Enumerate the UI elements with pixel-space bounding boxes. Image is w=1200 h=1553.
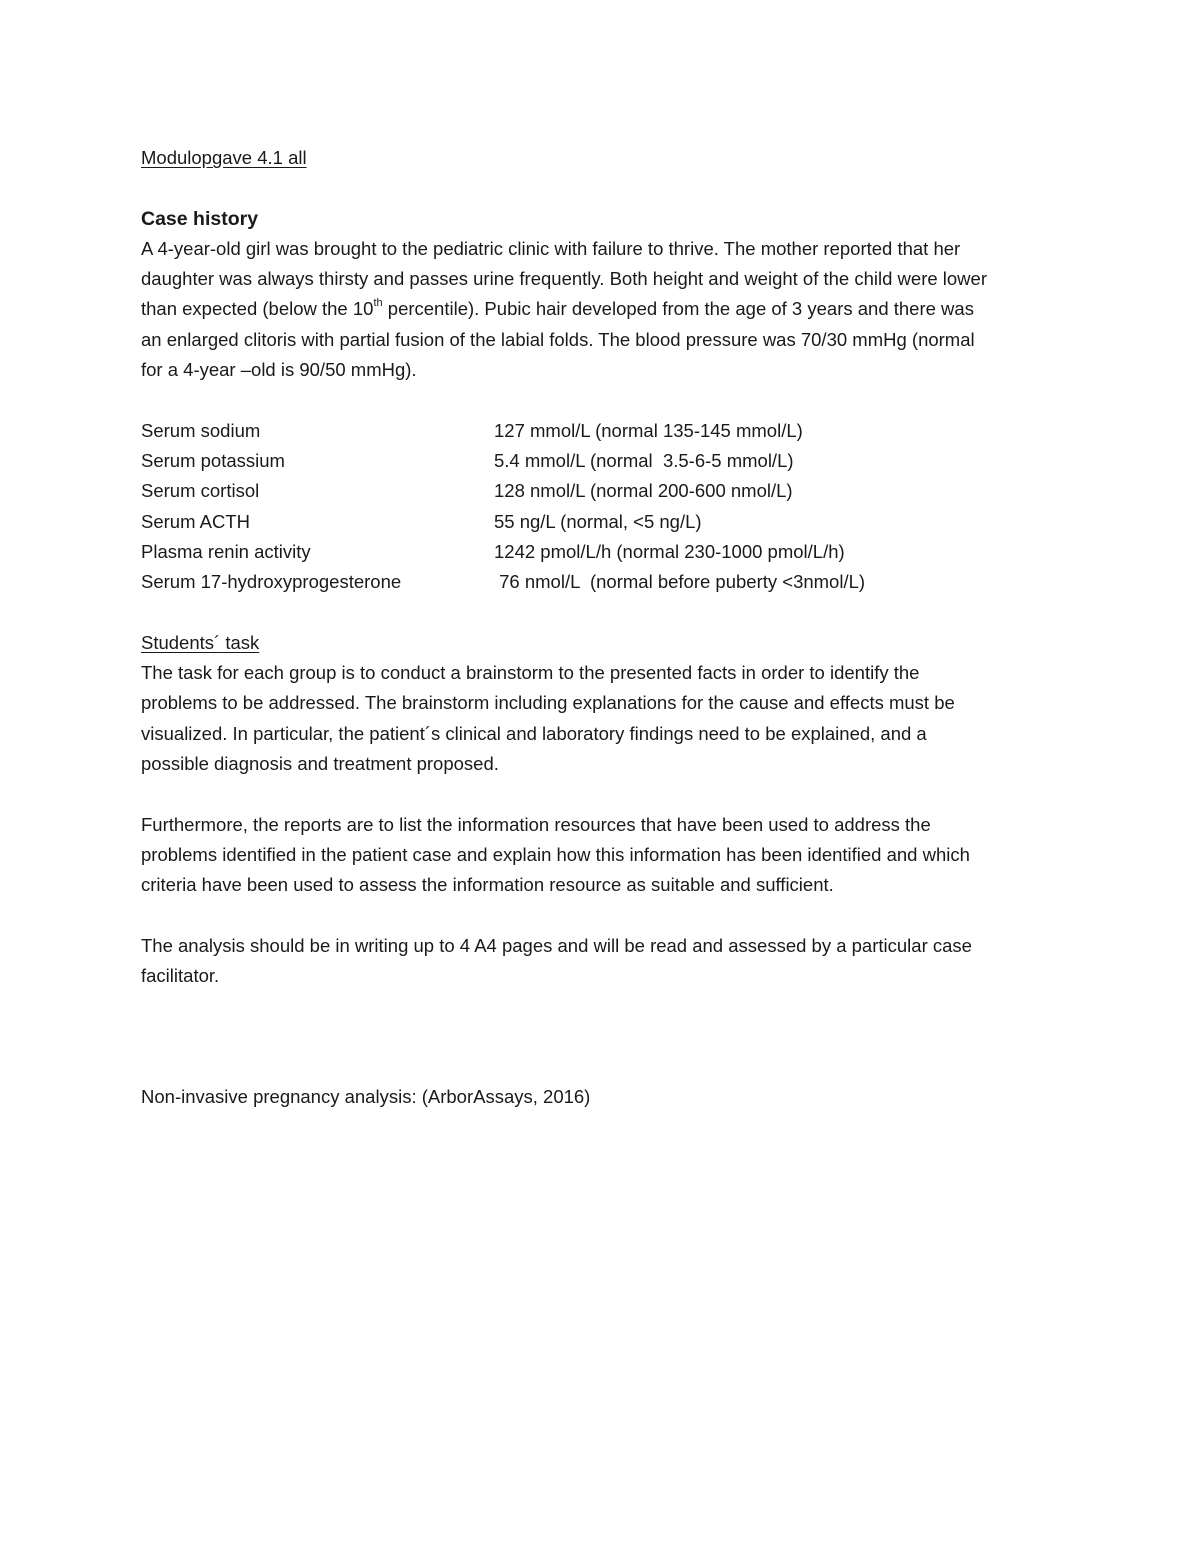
paragraph-line: The analysis should be in writing up to 4 A4 pages and will be read and assessed by a particular case	[141, 934, 972, 956]
lab-value: 55 ng/L (normal, <5 ng/L)	[494, 510, 702, 532]
case-history-line: A 4-year-old girl was brought to the pediatric clinic with failure to thrive. The mother reported that her	[141, 237, 961, 259]
spacer	[141, 597, 1066, 627]
paragraph-line: visualized. In particular, the patient´s clinical and laboratory findings need to be explained, and a	[141, 722, 927, 744]
ordinal-superscript: th	[373, 297, 383, 310]
case-history-line-part: percentile). Pubic hair developed from the age of 3 years and there was	[382, 298, 974, 320]
lab-value: 76 nmol/L (normal before puberty <3nmol/L)	[494, 571, 866, 593]
lab-results-table	[141, 416, 865, 598]
lab-value: 5.4 mmol/L (normal 3.5-6-5 mmol/L)	[494, 449, 794, 471]
lab-row	[141, 537, 865, 567]
case-history-line: daughter was always thirsty and passes urine frequently. Both height and weight of the child were lower	[141, 268, 987, 290]
paragraph-line: criteria have been used to assess the information resource as suitable and sufficient.	[141, 874, 834, 896]
lab-name: Serum sodium	[141, 419, 261, 441]
lab-name: Serum potassium	[141, 449, 285, 471]
lab-name: Plasma renin activity	[141, 540, 311, 562]
paragraph-line: facilitator.	[141, 965, 220, 987]
spacer	[141, 900, 1066, 930]
document-title: Modulopgave 4.1 all	[141, 147, 307, 168]
students-task-paragraph-1	[141, 658, 1066, 779]
students-task-heading: Students´ task	[141, 631, 260, 653]
lab-name: Serum ACTH	[141, 510, 250, 532]
lab-value: 127 mmol/L (normal 135-145 mmol/L)	[494, 419, 803, 441]
spacer	[141, 385, 1066, 415]
paragraph-line: Furthermore, the reports are to list the information resources that have been used to address the	[141, 813, 931, 835]
lab-name: Serum 17-hydroxyprogesterone	[141, 571, 402, 593]
spacer	[141, 1022, 1066, 1052]
students-task-paragraph-2	[141, 810, 1066, 901]
spacer	[141, 779, 1066, 809]
document-body	[141, 143, 1066, 1113]
lab-value: 128 nmol/L (normal 200-600 nmol/L)	[494, 480, 793, 502]
spacer	[141, 173, 1066, 203]
spacer	[141, 991, 1066, 1021]
case-history-line-part: than expected (below the 10	[141, 298, 374, 320]
spacer	[141, 1052, 1066, 1082]
lab-row	[141, 507, 865, 537]
lab-row	[141, 476, 865, 506]
paragraph-line: The task for each group is to conduct a brainstorm to the presented facts in order to identify the	[141, 662, 920, 684]
case-history-line	[141, 294, 1066, 324]
case-history-line: for a 4-year –old is 90/50 mmHg).	[141, 359, 417, 381]
case-history-heading: Case history	[141, 207, 259, 230]
students-task-paragraph-3	[141, 931, 1066, 992]
case-history-line: an enlarged clitoris with partial fusion of the labial folds. The blood pressure was 70/30 mmHg (normal	[141, 328, 975, 350]
lab-value: 1242 pmol/L/h (normal 230-1000 pmol/L/h)	[494, 540, 845, 562]
paragraph-line: problems identified in the patient case and explain how this information has been identified and which	[141, 843, 970, 865]
case-history-paragraph	[141, 234, 1066, 385]
paragraph-line: possible diagnosis and treatment proposed.	[141, 752, 499, 774]
paragraph-line: problems to be addressed. The brainstorm including explanations for the cause and effects must be	[141, 692, 955, 714]
footer-note: Non-invasive pregnancy analysis: (ArborAssays, 2016)	[141, 1086, 591, 1108]
lab-row	[141, 446, 865, 476]
lab-name: Serum cortisol	[141, 480, 260, 502]
lab-row	[141, 416, 865, 446]
lab-row	[141, 567, 865, 597]
